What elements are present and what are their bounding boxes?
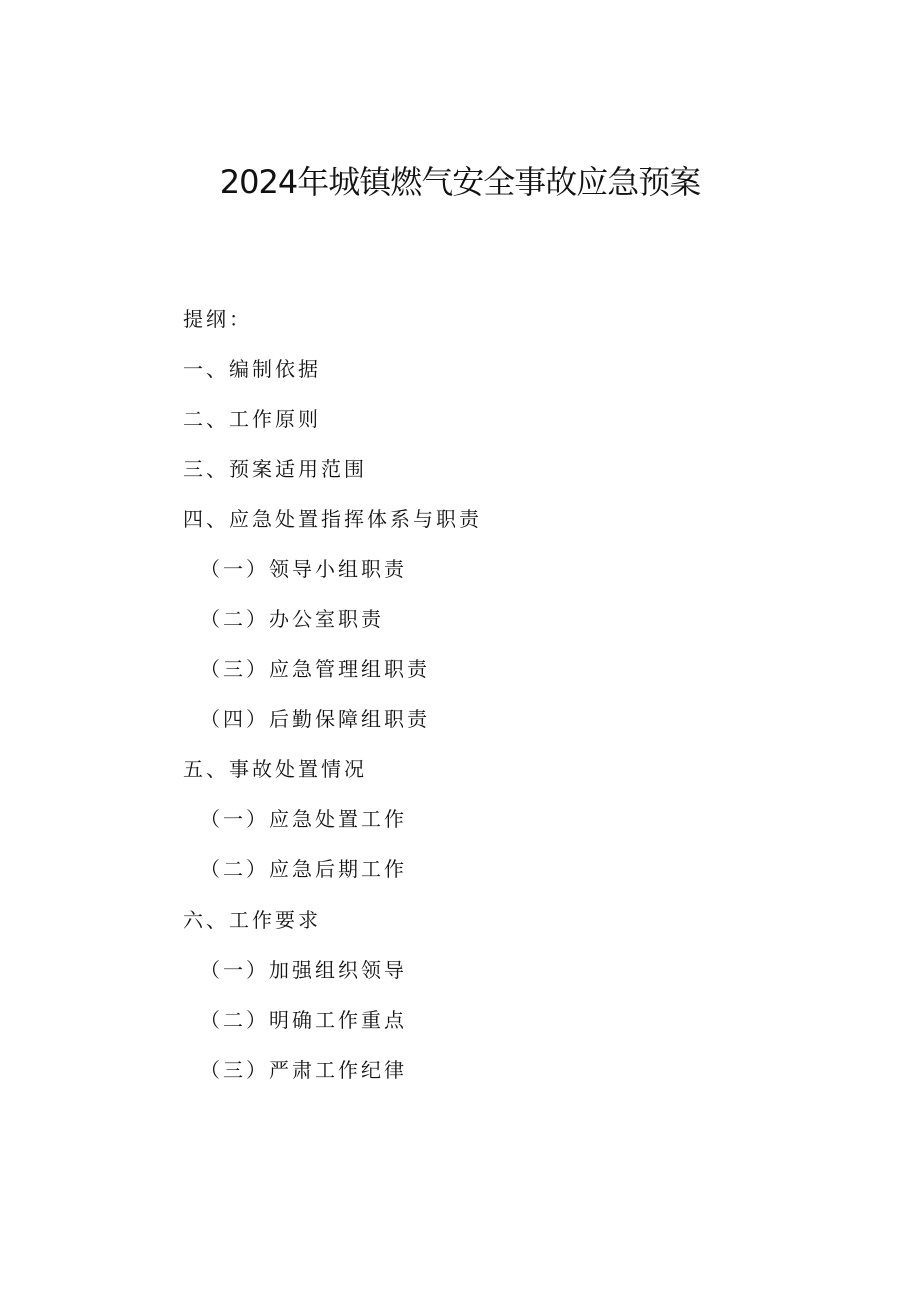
outline-subitem: （三）严肃工作纪律	[200, 1057, 407, 1082]
outline	[183, 298, 783, 1099]
outline-subitem: （二）办公室职责	[200, 607, 384, 632]
outline-item: 六、工作要求	[183, 907, 321, 932]
outline-item: 一、编制依据	[183, 357, 321, 381]
outline-subitem: （四）后勤保障组职责	[200, 707, 430, 732]
outline-item: 四、应急处置指挥体系与职责	[183, 507, 482, 532]
outline-subitem: （一）应急处置工作	[200, 807, 407, 832]
outline-item: 三、预案适用范围	[183, 457, 367, 482]
outline-label: 提纲：	[183, 307, 252, 331]
outline-list	[183, 348, 783, 1099]
outline-item: 二、工作原则	[183, 407, 321, 432]
outline-subitem: （二）明确工作重点	[200, 1007, 407, 1032]
outline-subitem: （一）加强组织领导	[200, 957, 407, 982]
outline-subitem: （二）应急后期工作	[200, 857, 407, 882]
outline-item: 五、事故处置情况	[183, 757, 367, 782]
document-title: 2024年城镇燃气安全事故应急预案	[219, 163, 701, 201]
outline-subitem: （三）应急管理组职责	[200, 657, 430, 682]
outline-subitem: （一）领导小组职责	[200, 557, 407, 582]
